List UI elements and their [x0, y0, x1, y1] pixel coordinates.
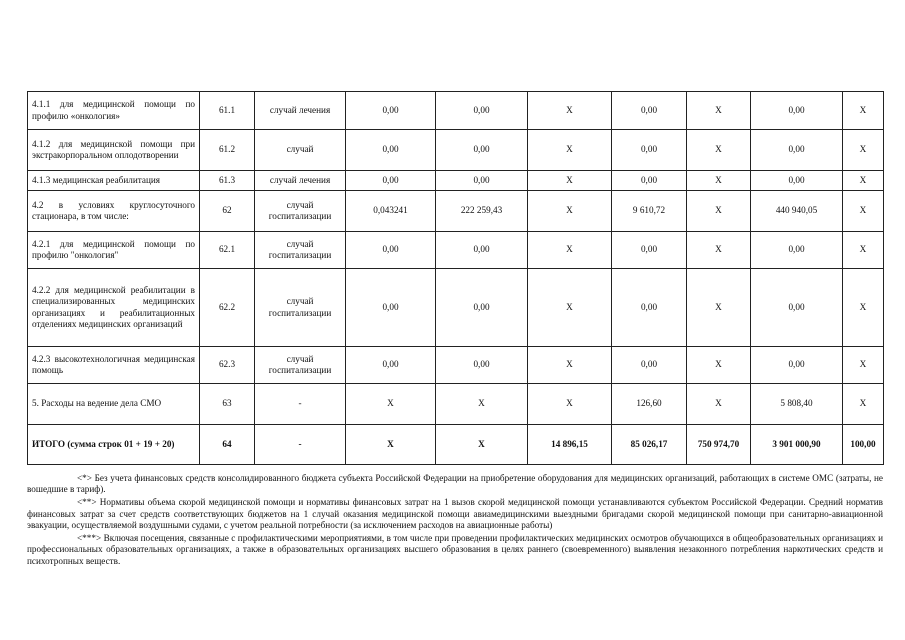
col-5-value: Х	[687, 171, 751, 191]
col-7-value: Х	[843, 232, 884, 269]
col-5-value: Х	[687, 347, 751, 384]
col-4-value: 0,00	[612, 92, 687, 130]
table-row	[28, 171, 884, 191]
col-7-value: 100,00	[843, 425, 884, 465]
col-4-value: 0,00	[612, 347, 687, 384]
col-1-value: 0,00	[346, 92, 436, 130]
row-name: 4.1.3 медицинская реабилитация	[28, 171, 200, 191]
col-2-value: Х	[436, 425, 528, 465]
footnote-3: <***> Включая посещения, связанные с профилактическими мероприятиями, в том числе при проведении профилактических медицинских осмотров обучающихся в общеобразовательных организациях и профессиональных образовательных организациях, а также в образовательных организациях высшего образования в целях раннего (своевременного) выявления незаконного потребления наркотических средств и психотропных веществ.	[27, 533, 883, 566]
row-unit: -	[255, 384, 346, 425]
col-6-value: 0,00	[751, 130, 843, 171]
col-1-value: Х	[346, 425, 436, 465]
row-name: 4.2.2 для медицинской реабилитации в специализированных медицинских организациях и реабилитационных отделениях медицинских организаций	[28, 269, 200, 347]
row-code: 61.2	[200, 130, 255, 171]
table-row	[28, 269, 884, 347]
col-2-value: 0,00	[436, 171, 528, 191]
col-1-value: 0,00	[346, 130, 436, 171]
row-code: 62.1	[200, 232, 255, 269]
col-3-value: Х	[528, 171, 612, 191]
col-5-value: Х	[687, 191, 751, 232]
col-7-value: Х	[843, 191, 884, 232]
col-1-value: 0,00	[346, 269, 436, 347]
row-unit: случай госпитализации	[255, 232, 346, 269]
row-name: 4.2.1 для медицинской помощи по профилю "онкология"	[28, 232, 200, 269]
col-7-value: Х	[843, 384, 884, 425]
row-unit: случай госпитализации	[255, 191, 346, 232]
col-6-value: 440 940,05	[751, 191, 843, 232]
row-code: 64	[200, 425, 255, 465]
col-6-value: 3 901 000,90	[751, 425, 843, 465]
row-unit: случай госпитализации	[255, 269, 346, 347]
col-6-value: 0,00	[751, 92, 843, 130]
table-row	[28, 384, 884, 425]
col-3-value: 14 896,15	[528, 425, 612, 465]
col-2-value: 0,00	[436, 232, 528, 269]
col-1-value: Х	[346, 384, 436, 425]
row-name: 4.1.2 для медицинской помощи при экстракорпоральном оплодотворении	[28, 130, 200, 171]
col-4-value: 9 610,72	[612, 191, 687, 232]
col-5-value: Х	[687, 384, 751, 425]
col-7-value: Х	[843, 347, 884, 384]
row-unit: -	[255, 425, 346, 465]
col-4-value: 0,00	[612, 269, 687, 347]
row-code: 62.2	[200, 269, 255, 347]
row-unit: случай лечения	[255, 171, 346, 191]
col-6-value: 5 808,40	[751, 384, 843, 425]
col-7-value: Х	[843, 171, 884, 191]
row-unit: случай лечения	[255, 92, 346, 130]
col-6-value: 0,00	[751, 232, 843, 269]
col-2-value: 0,00	[436, 269, 528, 347]
row-name: ИТОГО (сумма строк 01 + 19 + 20)	[28, 425, 200, 465]
col-3-value: Х	[528, 384, 612, 425]
row-code: 62.3	[200, 347, 255, 384]
col-2-value: 0,00	[436, 92, 528, 130]
table-row	[28, 92, 884, 130]
row-name: 4.2.3 высокотехнологичная медицинская помощь	[28, 347, 200, 384]
col-3-value: Х	[528, 130, 612, 171]
row-name: 4.1.1 для медицинской помощи по профилю «онкология»	[28, 92, 200, 130]
footnote-2: <**> Нормативы объема скорой медицинской помощи и нормативы финансовых затрат на 1 вызов скорой медицинской помощи устанавливаются субъектом Российской Федерации. Средний норматив финансовых затрат за счет средств соответствующих бюджетов на 1 случай оказания медицинской помощи авиамедицинскими выездными бригадами скорой медицинской помощи при санитарно-авиационной эвакуации, осуществляемой воздушными судами, с учетом реальной потребности (за исключением расходов на авиационные работы)	[27, 497, 883, 530]
col-4-value: 0,00	[612, 232, 687, 269]
table-row	[28, 347, 884, 384]
row-name: 4.2 в условиях круглосуточного стационара, в том числе:	[28, 191, 200, 232]
col-3-value: Х	[528, 191, 612, 232]
col-2-value: Х	[436, 384, 528, 425]
col-7-value: Х	[843, 269, 884, 347]
col-4-value: 126,60	[612, 384, 687, 425]
col-2-value: 0,00	[436, 347, 528, 384]
col-1-value: 0,00	[346, 171, 436, 191]
col-6-value: 0,00	[751, 347, 843, 384]
col-3-value: Х	[528, 92, 612, 130]
table-row	[28, 191, 884, 232]
footnote-1: <*> Без учета финансовых средств консолидированного бюджета субъекта Российской Федерации на приобретение оборудования для медицинских организаций, работающих в системе ОМС (затраты, не вошедшие в тариф).	[27, 473, 883, 495]
col-4-value: 0,00	[612, 130, 687, 171]
table-row	[28, 232, 884, 269]
row-code: 61.3	[200, 171, 255, 191]
row-name: 5. Расходы на ведение дела СМО	[28, 384, 200, 425]
col-6-value: 0,00	[751, 269, 843, 347]
col-1-value: 0,043241	[346, 191, 436, 232]
total-row	[28, 425, 884, 465]
col-6-value: 0,00	[751, 171, 843, 191]
col-2-value: 0,00	[436, 130, 528, 171]
financing-table	[27, 91, 884, 465]
col-3-value: Х	[528, 347, 612, 384]
col-3-value: Х	[528, 269, 612, 347]
col-5-value: Х	[687, 130, 751, 171]
row-unit: случай госпитализации	[255, 347, 346, 384]
col-3-value: Х	[528, 232, 612, 269]
row-code: 62	[200, 191, 255, 232]
col-5-value: Х	[687, 232, 751, 269]
col-5-value: Х	[687, 269, 751, 347]
table-row	[28, 130, 884, 171]
col-5-value: 750 974,70	[687, 425, 751, 465]
col-4-value: 85 026,17	[612, 425, 687, 465]
col-2-value: 222 259,43	[436, 191, 528, 232]
col-1-value: 0,00	[346, 347, 436, 384]
col-5-value: Х	[687, 92, 751, 130]
footnotes	[27, 473, 883, 569]
col-4-value: 0,00	[612, 171, 687, 191]
table-body	[28, 92, 884, 465]
col-7-value: Х	[843, 92, 884, 130]
col-1-value: 0,00	[346, 232, 436, 269]
row-unit: случай	[255, 130, 346, 171]
row-code: 61.1	[200, 92, 255, 130]
row-code: 63	[200, 384, 255, 425]
col-7-value: Х	[843, 130, 884, 171]
